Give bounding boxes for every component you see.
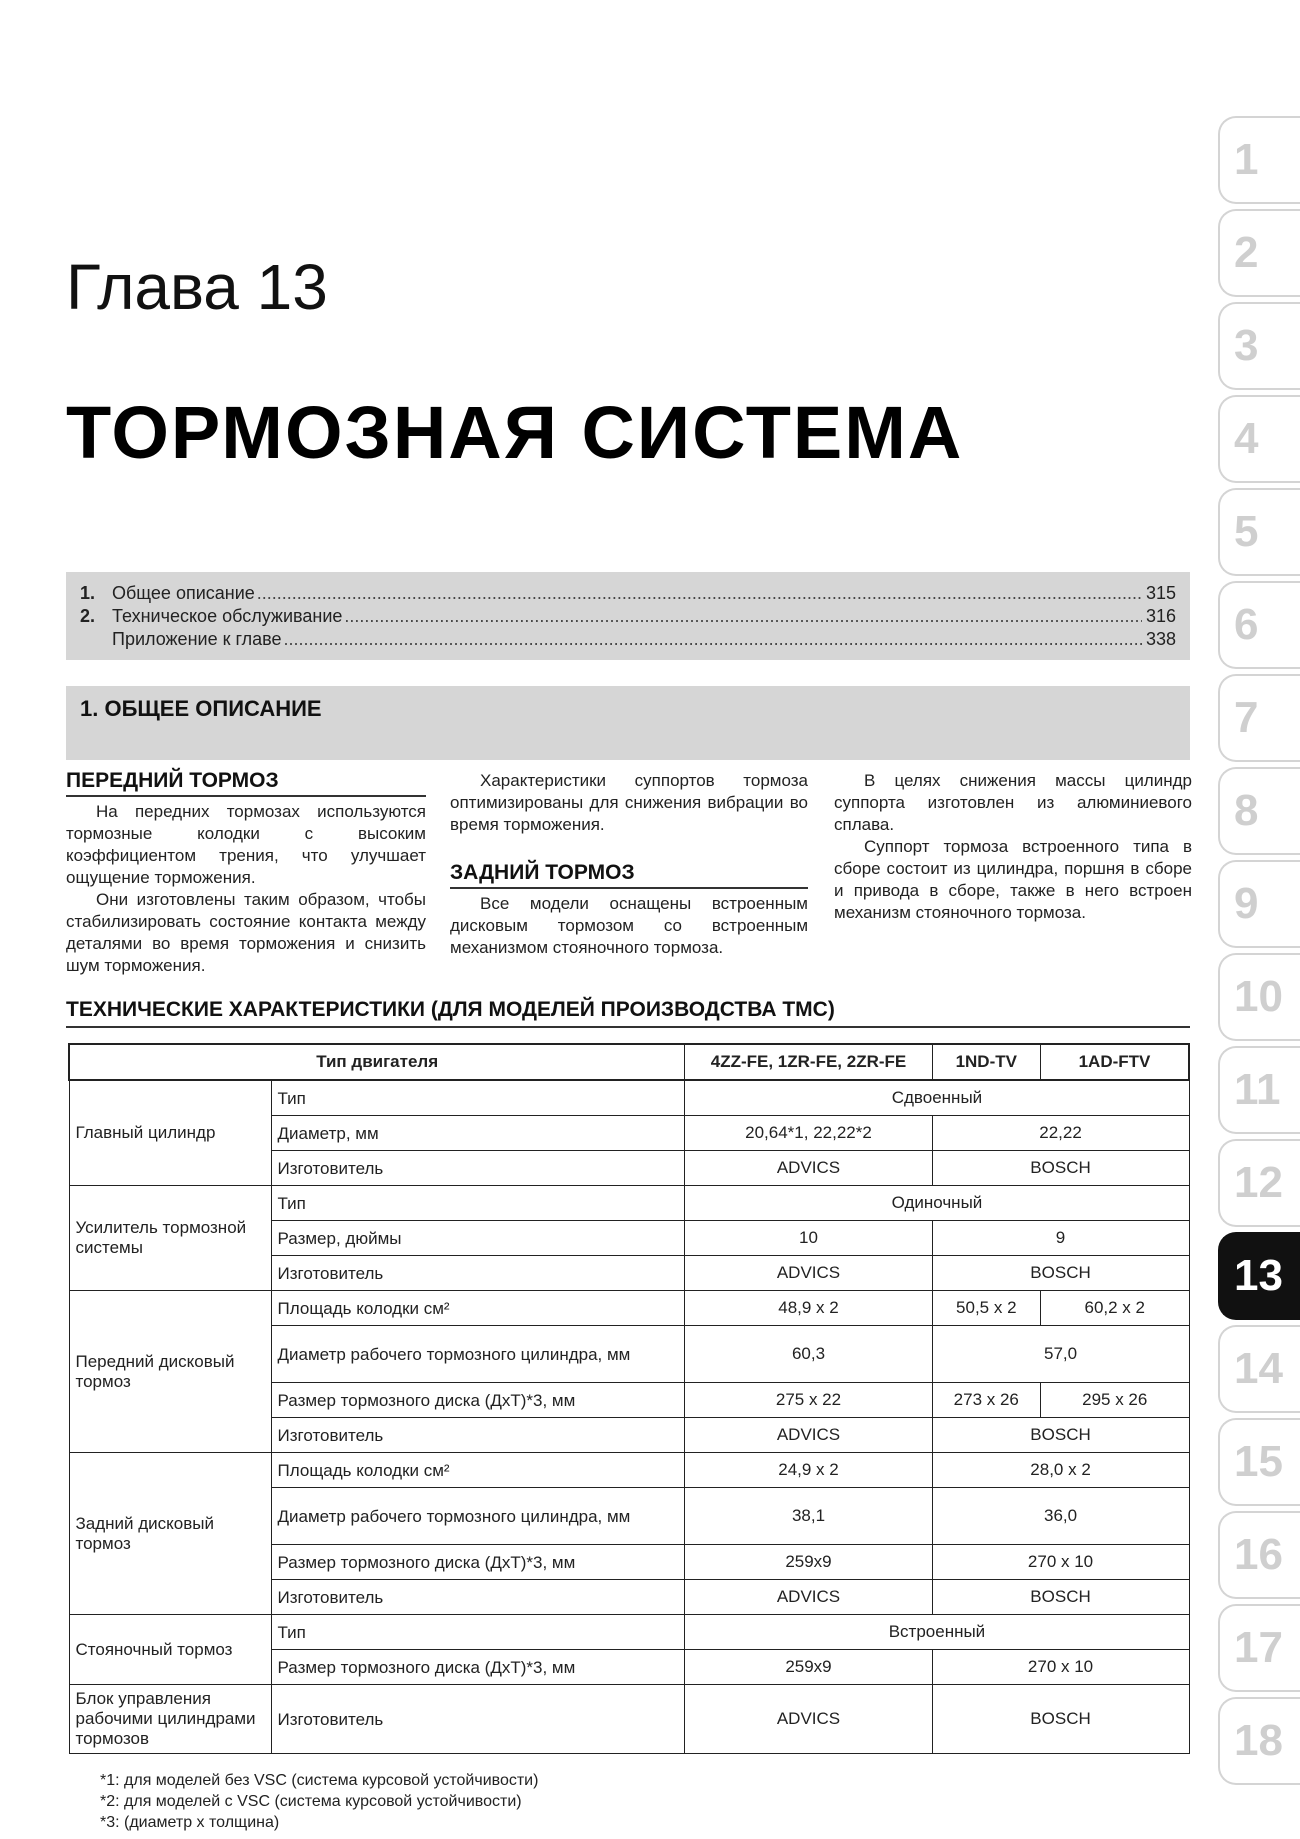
chapter-tab-15[interactable]: 15 xyxy=(1218,1418,1300,1506)
param-cell: Площадь колодки см² xyxy=(271,1291,685,1326)
toc-item-number: 1. xyxy=(80,583,96,603)
group-cell: Стояночный тормоз xyxy=(69,1615,271,1685)
value-cell: Сдвоенный xyxy=(685,1080,1189,1116)
param-cell: Размер, дюймы xyxy=(271,1221,685,1256)
value-cell: 50,5 x 2 xyxy=(932,1291,1040,1326)
value-cell: ADVICS xyxy=(685,1151,932,1186)
param-cell: Тип xyxy=(271,1080,685,1116)
value-cell: 259x9 xyxy=(685,1545,932,1580)
chapter-tab-10[interactable]: 10 xyxy=(1218,953,1300,1041)
param-cell: Диаметр, мм xyxy=(271,1116,685,1151)
value-cell: 60,3 xyxy=(685,1326,932,1383)
toc-leader xyxy=(344,605,1142,628)
group-cell: Передний дисковый тормоз xyxy=(69,1291,271,1453)
chapter-tabs xyxy=(1218,116,1300,1790)
value-cell: ADVICS xyxy=(685,1418,932,1453)
param-cell: Изготовитель xyxy=(271,1580,685,1615)
group-cell: Блок управления рабочими цилиндрами тормозов xyxy=(69,1685,271,1754)
chapter-tab-14[interactable]: 14 xyxy=(1218,1325,1300,1413)
group-cell: Задний дисковый тормоз xyxy=(69,1453,271,1615)
value-cell: ADVICS xyxy=(685,1685,932,1754)
chapter-tab-13-active[interactable]: 13 xyxy=(1218,1232,1300,1320)
param-cell: Площадь колодки см² xyxy=(271,1453,685,1488)
table-row xyxy=(69,1685,1189,1754)
value-cell: 57,0 xyxy=(932,1326,1189,1383)
chapter-tab-16[interactable]: 16 xyxy=(1218,1511,1300,1599)
paragraph: Характеристики суппортов тормоза оптимизированы для снижения вибрации во время торможения. xyxy=(450,771,808,834)
value-cell: 48,9 x 2 xyxy=(685,1291,932,1326)
value-cell: BOSCH xyxy=(932,1256,1189,1291)
value-cell: 20,64*1, 22,22*2 xyxy=(685,1116,932,1151)
value-cell: BOSCH xyxy=(932,1418,1189,1453)
param-cell: Тип xyxy=(271,1186,685,1221)
toc-item[interactable] xyxy=(80,628,1176,651)
value-cell: Встроенный xyxy=(685,1615,1189,1650)
value-cell: BOSCH xyxy=(932,1685,1189,1754)
paragraph: На передних тормозах используются тормозные колодки с высоким коэффициентом трения, что улучшает ощущение торможения. xyxy=(66,802,426,887)
footnote: *3: (диаметр х толщина) xyxy=(100,1814,280,1831)
tech-specs-heading: ТЕХНИЧЕСКИЕ ХАРАКТЕРИСТИКИ (ДЛЯ МОДЕЛЕЙ ПРОИЗВОДСТВА ТМС) xyxy=(66,998,1190,1028)
table-row xyxy=(69,1080,1189,1116)
value-cell: 270 x 10 xyxy=(932,1545,1189,1580)
chapter-tab-8[interactable]: 8 xyxy=(1218,767,1300,855)
table-of-contents xyxy=(66,572,1190,660)
chapter-label: Глава 13 xyxy=(66,251,328,323)
tech-specs-table xyxy=(68,1043,1190,1754)
header-engine-2: 1ND-TV xyxy=(932,1044,1040,1080)
value-cell: 275 x 22 xyxy=(685,1383,932,1418)
param-cell: Изготовитель xyxy=(271,1151,685,1186)
value-cell: 270 x 10 xyxy=(932,1650,1189,1685)
header-engine: Тип двигателя xyxy=(69,1044,685,1080)
value-cell: 38,1 xyxy=(685,1488,932,1545)
chapter-tab-3[interactable]: 3 xyxy=(1218,302,1300,390)
table-row xyxy=(69,1186,1189,1221)
value-cell: 28,0 x 2 xyxy=(932,1453,1189,1488)
paragraph: В целях снижения массы цилиндр суппорта изготовлен из алюминиевого сплава. xyxy=(834,771,1192,834)
footnotes xyxy=(100,1770,538,1833)
value-cell: 22,22 xyxy=(932,1116,1189,1151)
footnote: *1: для моделей без VSC (система курсовой устойчивости) xyxy=(100,1772,539,1789)
chapter-tab-9[interactable]: 9 xyxy=(1218,860,1300,948)
param-cell: Размер тормозного диска (ДхТ)*3, мм xyxy=(271,1650,685,1685)
chapter-title: ТОРМОЗНАЯ СИСТЕМА xyxy=(66,391,964,474)
toc-leader xyxy=(257,582,1142,605)
text-column-1 xyxy=(66,770,426,977)
param-cell: Размер тормозного диска (ДхТ)*3, мм xyxy=(271,1383,685,1418)
chapter-tab-18[interactable]: 18 xyxy=(1218,1697,1300,1785)
table-row xyxy=(69,1453,1189,1488)
paragraph: Все модели оснащены встроенным дисковым тормозом со встроенным механизмом стояночного тормоза. xyxy=(450,894,808,957)
value-cell: 273 x 26 xyxy=(932,1383,1040,1418)
value-cell: BOSCH xyxy=(932,1151,1189,1186)
text-column-2 xyxy=(450,770,808,959)
value-cell: Одиночный xyxy=(685,1186,1189,1221)
table-row xyxy=(69,1615,1189,1650)
chapter-tab-2[interactable]: 2 xyxy=(1218,209,1300,297)
value-cell: ADVICS xyxy=(685,1256,932,1291)
rear-brake-heading: ЗАДНИЙ ТОРМОЗ xyxy=(450,862,808,889)
chapter-tab-12[interactable]: 12 xyxy=(1218,1139,1300,1227)
front-brake-heading: ПЕРЕДНИЙ ТОРМОЗ xyxy=(66,770,426,797)
toc-item[interactable] xyxy=(80,582,1176,605)
header-engine-3: 1AD-FTV xyxy=(1040,1044,1189,1080)
section-heading: 1. ОБЩЕЕ ОПИСАНИЕ xyxy=(66,686,1190,760)
value-cell: 10 xyxy=(685,1221,932,1256)
toc-item-title: Техническое обслуживание xyxy=(112,606,343,626)
toc-item-title: Приложение к главе xyxy=(112,629,282,649)
value-cell: 24,9 x 2 xyxy=(685,1453,932,1488)
value-cell: 36,0 xyxy=(932,1488,1189,1545)
param-cell: Размер тормозного диска (ДхТ)*3, мм xyxy=(271,1545,685,1580)
param-cell: Диаметр рабочего тормозного цилиндра, мм xyxy=(271,1488,685,1545)
toc-item-number: 2. xyxy=(80,606,96,626)
chapter-tab-1[interactable]: 1 xyxy=(1218,116,1300,204)
param-cell: Тип xyxy=(271,1615,685,1650)
value-cell: 9 xyxy=(932,1221,1189,1256)
param-cell: Диаметр рабочего тормозного цилиндра, мм xyxy=(271,1326,685,1383)
group-cell: Главный цилиндр xyxy=(69,1080,271,1186)
value-cell: 60,2 x 2 xyxy=(1040,1291,1189,1326)
group-cell: Усилитель тормозной системы xyxy=(69,1186,271,1291)
text-column-3 xyxy=(834,770,1192,924)
toc-item-page: 338 xyxy=(1145,629,1176,649)
paragraph: Они изготовлены таким образом, чтобы стабилизировать состояние контакта между деталями во время торможения и снизить шум торможения. xyxy=(66,890,426,975)
chapter-tab-11[interactable]: 11 xyxy=(1218,1046,1300,1134)
toc-item-page: 315 xyxy=(1145,583,1176,603)
toc-item-page: 316 xyxy=(1145,606,1176,626)
param-cell: Изготовитель xyxy=(271,1256,685,1291)
toc-item[interactable] xyxy=(80,605,1176,628)
chapter-tab-4[interactable]: 4 xyxy=(1218,395,1300,483)
toc-item-title: Общее описание xyxy=(112,583,255,603)
table-header-row xyxy=(69,1044,1189,1080)
chapter-tab-7[interactable]: 7 xyxy=(1218,674,1300,762)
paragraph: Суппорт тормоза встроенного типа в сборе состоит из цилиндра, поршня в сборе и привода в сборе, также в него встроен механизм стояночного тормоза. xyxy=(834,837,1192,922)
value-cell: 295 x 26 xyxy=(1040,1383,1189,1418)
value-cell: BOSCH xyxy=(932,1580,1189,1615)
param-cell: Изготовитель xyxy=(271,1685,685,1754)
footnote: *2: для моделей с VSC (система курсовой устойчивости) xyxy=(100,1793,522,1810)
table-row xyxy=(69,1291,1189,1326)
value-cell: 259x9 xyxy=(685,1650,932,1685)
chapter-tab-17[interactable]: 17 xyxy=(1218,1604,1300,1692)
toc-leader xyxy=(284,628,1142,651)
param-cell: Изготовитель xyxy=(271,1418,685,1453)
value-cell: ADVICS xyxy=(685,1580,932,1615)
chapter-tab-5[interactable]: 5 xyxy=(1218,488,1300,576)
header-engine-1: 4ZZ-FE, 1ZR-FE, 2ZR-FE xyxy=(685,1044,932,1080)
chapter-tab-6[interactable]: 6 xyxy=(1218,581,1300,669)
